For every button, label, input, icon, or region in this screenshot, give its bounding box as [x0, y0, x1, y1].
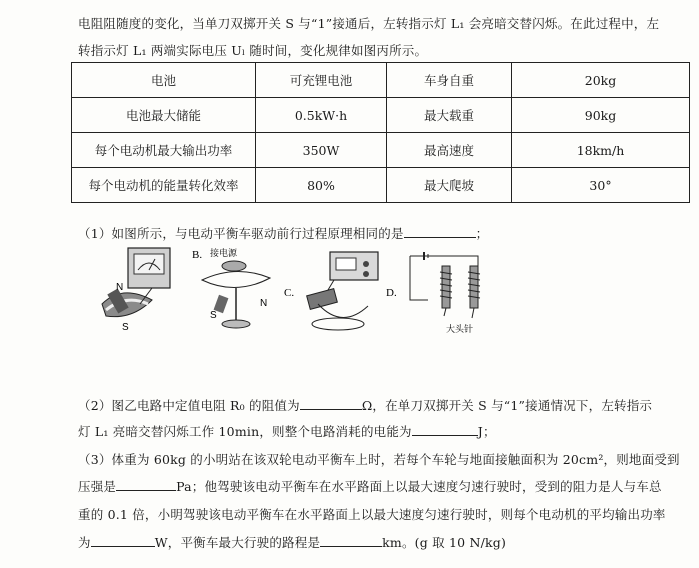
table-cell: 每个电动机的能量转化效率	[72, 168, 256, 203]
question-2-text-d: J；	[477, 424, 496, 439]
figure-a	[92, 244, 203, 336]
question-3-text-b: Pa；他驾驶该电动平衡车在水平路面上以最大速度匀速行驶时，受到的阻力是人与车总	[176, 479, 662, 494]
table-row	[72, 133, 690, 168]
question-2-text-a: （2）图乙电路中定值电阻 R₀ 的阻值为	[78, 398, 300, 413]
answer-blank-1[interactable]	[404, 225, 476, 238]
question-3-line-1: （3）体重为 60kg 的小明站在该双轮电动平衡车上时，若每个车轮与地面接触面积为 20cm²，则地面受到	[78, 452, 680, 467]
table-cell: 最高速度	[387, 133, 512, 168]
table-cell: 20kg	[512, 63, 690, 98]
figure-b-power-label: 接电源	[210, 248, 238, 258]
spec-table	[71, 62, 690, 203]
table-cell: 0.5kW·h	[256, 98, 387, 133]
question-1	[78, 224, 488, 242]
table-cell: 18km/h	[512, 133, 690, 168]
table-cell: 最大爬坡	[387, 168, 512, 203]
table-cell: 电池	[72, 63, 256, 98]
table-cell: 可充锂电池	[256, 63, 387, 98]
table-cell: 最大载重	[387, 98, 512, 133]
question-1-end: ；	[475, 226, 489, 241]
question-2-text-c: 灯 L₁ 亮暗交替闪烁工作 10min，则整个电路消耗的电能为	[78, 424, 412, 439]
figure-b	[190, 244, 280, 336]
question-2-line-2	[78, 422, 496, 440]
intro-line-1: 电阻阻随度的变化，当单刀双掷开关 S 与“1”接通后，左转指示灯 L₁ 会亮暗交替闪烁。在此过程中，左	[78, 16, 660, 31]
table-cell: 80%	[256, 168, 387, 203]
figure-b-label: B.	[192, 249, 203, 261]
table-cell: 30°	[512, 168, 690, 203]
answer-blank-6[interactable]	[320, 534, 382, 547]
question-2-text-b: Ω，在单刀双掷开关 S 与“1”接通情况下，左转指示	[361, 398, 653, 413]
figure-b-s-label: S	[210, 310, 217, 321]
figure-d-label: D.	[386, 287, 397, 299]
table-cell: 每个电动机最大输出功率	[72, 133, 256, 168]
figure-b-n-label: N	[260, 298, 268, 309]
figure-d-caption: 大头针	[446, 324, 474, 334]
table-row	[72, 98, 690, 133]
answer-blank-5[interactable]	[91, 534, 155, 547]
question-3-line-4	[78, 533, 506, 551]
answer-blank-4[interactable]	[116, 478, 176, 491]
table-row	[72, 63, 690, 98]
question-3-text-d: W，平衡车最大行驶的路程是	[154, 535, 321, 550]
figure-c	[282, 244, 382, 336]
answer-blank-2[interactable]	[300, 397, 362, 410]
question-3-text-a: 压强是	[78, 479, 117, 494]
answer-blank-3[interactable]	[412, 423, 478, 436]
question-2-line-1	[78, 396, 652, 414]
question-3-text-e: km。(g 取 10 N/kg)	[382, 535, 507, 550]
table-cell: 350W	[256, 133, 387, 168]
table-cell: 车身自重	[387, 63, 512, 98]
figure-d	[384, 244, 494, 336]
question-3-text-c: 为	[78, 535, 91, 550]
figure-c-label: C.	[284, 287, 295, 299]
question-3-line-3: 重的 0.1 倍，小明驾驶该电动平衡车在水平路面上以最大速度匀速行驶时，则每个电动机的平均输出功率	[78, 507, 666, 522]
question-3-line-2	[78, 477, 662, 495]
intro-line-2: 转指示灯 L₁ 两端实际电压 Uₗ 随时间，变化规律如图丙所示。	[78, 43, 428, 58]
table-row	[72, 168, 690, 203]
figure-a-s-label: S	[122, 322, 129, 333]
question-1-text: （1）如图所示，与电动平衡车驱动前行过程原理相同的是	[78, 226, 404, 241]
figure-a-n-label: N	[116, 282, 124, 293]
table-cell: 电池最大储能	[72, 98, 256, 133]
table-cell: 90kg	[512, 98, 690, 133]
